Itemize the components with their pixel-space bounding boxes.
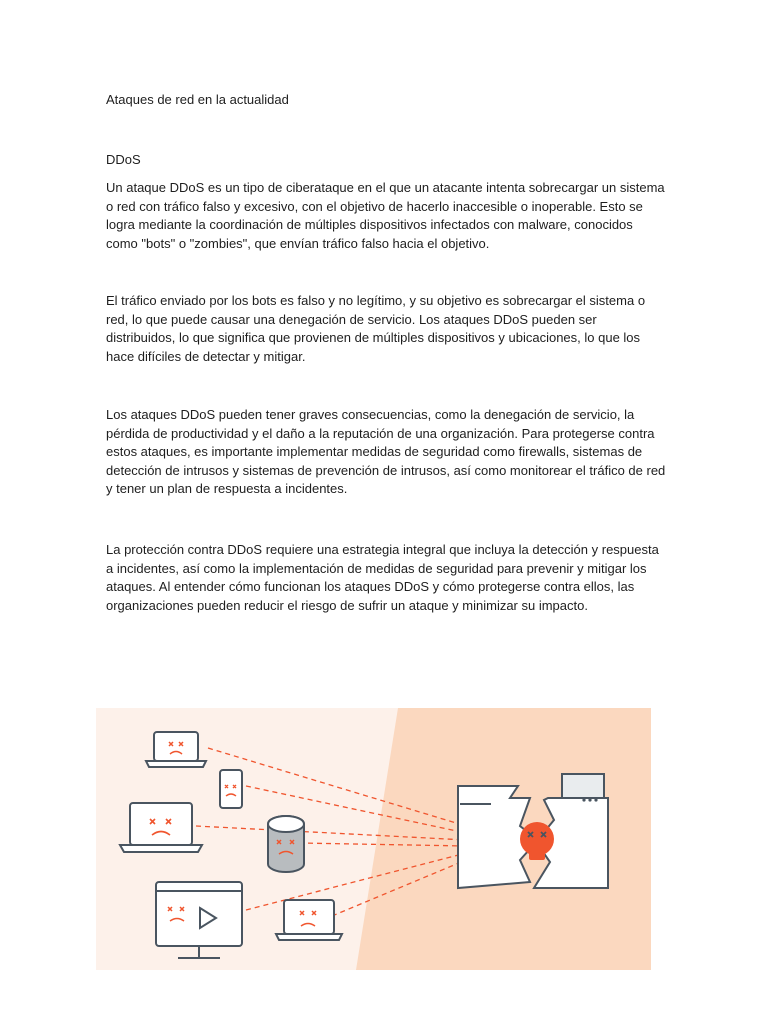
document-title: Ataques de red en la actualidad [106, 92, 289, 107]
phone-infected-icon [220, 770, 242, 808]
monitor-infected-icon [156, 882, 242, 958]
laptop-infected-icon [276, 900, 342, 940]
smart-speaker-infected-icon [268, 816, 304, 872]
paragraph: La protección contra DDoS requiere una estrategia integral que incluya la detección y respuesta a incidentes, así como la implementación de medidas de seguridad para prevenir y mitigar los ataques. Al entender cómo funcionan los ataques DDoS y cómo protegerse contra ellos, las organizaciones pueden reducir el riesgo de sufrir un ataque y minimizar su impacto. [106, 542, 659, 613]
section-heading: DDoS [106, 152, 141, 167]
laptop-infected-icon [120, 803, 202, 852]
paragraph: Los ataques DDoS pueden tener graves consecuencias, como la denegación de servicio, la pérdida de productividad y el daño a la reputación de una organización. Para protegerse contra estos ataques, es importante implementar medidas de seguridad como firewalls, sistemas de detección de intrusos y sistemas de prevención de intrusos, así como monitorear el tráfico de red y tener un plan de respuesta a incidentes. [106, 407, 666, 497]
paragraph: Un ataque DDoS es un tipo de ciberataque en el que un atacante intenta sobrecargar un sistema o red con tráfico falso y excesivo, con el objetivo de hacerlo inaccesible o inoperable. Esto se logra mediante la coordinación de múltiples dispositivos infectados con malware, conocidos como "bots" o "zombies", que envían tráfico falso hacia el objetivo. [106, 180, 665, 251]
paragraph: El tráfico enviado por los bots es falso y no legítimo, y su objetivo es sobrecargar el sistema o red, lo que puede causar una denegación de servicio. Los ataques DDoS pueden ser distribuidos, lo que significa que provienen de múltiples dispositivos y ubicaciones, lo que los hace difíciles de detectar y mitigar. [106, 293, 646, 364]
ddos-illustration [96, 708, 651, 970]
laptop-infected-icon [146, 732, 206, 767]
